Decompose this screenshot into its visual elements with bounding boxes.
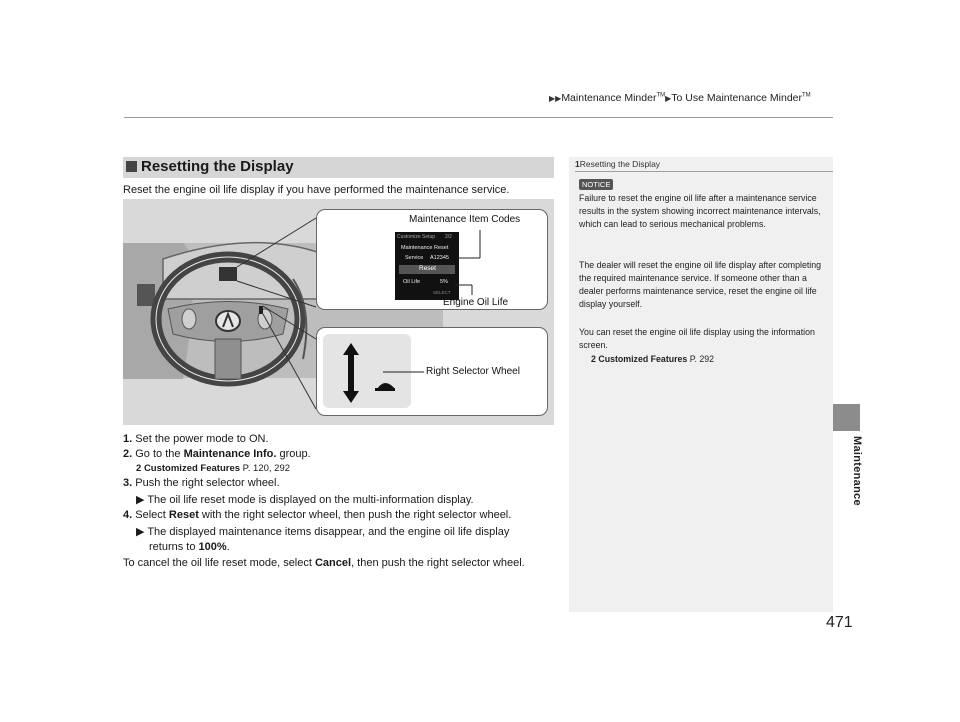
result-text: The displayed maintenance items disappear, and the engine oil life display [147, 526, 510, 538]
step-2 [123, 448, 311, 460]
step-1 [123, 433, 269, 445]
trademark: TM [802, 92, 811, 99]
sidebar-paragraph-3: You can reset the engine oil life display using the information screen. [579, 327, 815, 350]
result-arrow-icon: ▶ [136, 526, 148, 538]
screen-footer: SELECT [433, 290, 451, 295]
ref-arrow-icon: 2 [136, 463, 142, 474]
step-text: group. [276, 448, 311, 460]
selector-wheel-callout [316, 327, 548, 416]
sidebar-paragraph-1: Failure to reset the engine oil life after a maintenance service results in the system showing incorrect maintenance intervals, which can lead to serious mechanical problems. [579, 193, 821, 229]
screen-oil-life-value: 5% [440, 279, 448, 285]
cancel-instruction [123, 557, 525, 569]
ref-pages: P. 120, 292 [240, 463, 291, 474]
ref-arrow-icon: 2 [591, 354, 596, 364]
section-title: Resetting the Display [141, 158, 294, 175]
square-bullet-icon [126, 161, 137, 172]
step-3-result [136, 493, 474, 506]
screen-reset-option: Reset [419, 265, 436, 272]
sidebar-note [569, 157, 833, 612]
step-4-result-line-2 [149, 541, 230, 553]
step-text: Select [135, 509, 169, 521]
screen-page: 2/2 [445, 234, 452, 240]
step-number: 2. [123, 448, 133, 460]
breadcrumb [549, 92, 811, 104]
screen-title: Maintenance Reset [401, 245, 449, 251]
screen-service-label: Service [405, 255, 424, 261]
breadcrumb-part-2[interactable]: To Use Maintenance Minder [671, 92, 803, 104]
display-callout [316, 209, 548, 310]
dashboard-illustration [123, 199, 554, 425]
step-bold: Reset [168, 509, 199, 521]
trademark: TM [656, 92, 666, 99]
step-bold: Maintenance Info. [183, 448, 277, 460]
result-text: . [226, 541, 230, 553]
screen-service-value: A12345 [430, 255, 449, 261]
breadcrumb-part-1[interactable]: Maintenance Minder [561, 92, 657, 104]
intro-text: Reset the engine oil life display if you have performed the maintenance service. [123, 184, 510, 196]
chapter-tab-label: Maintenance [851, 436, 863, 506]
step-3 [123, 477, 280, 489]
cross-reference[interactable] [136, 463, 290, 474]
chapter-tab[interactable] [833, 404, 860, 431]
ref-label[interactable]: Customized Features [598, 354, 688, 364]
sidebar-title: Resetting the Display [579, 159, 661, 169]
screen-header: Customize Setup [397, 234, 436, 240]
screen-oil-life-label: Oil Life [403, 279, 421, 285]
result-arrow-icon: ▶ [136, 494, 148, 506]
result-bold: 100% [198, 541, 227, 553]
step-text: Push the right selector wheel. [135, 477, 280, 489]
ref-label[interactable]: Customized Features [143, 463, 241, 474]
cancel-bold: Cancel [314, 557, 352, 569]
ref-pages: P. 292 [687, 354, 715, 364]
step-4-result [136, 525, 509, 538]
notice-badge: NOTICE [579, 179, 613, 190]
result-text: returns to [149, 541, 199, 553]
sidebar-paragraph-2: The dealer will reset the engine oil life display after completing the required maintenance service. If someone other than a dealer performs maintenance service, reset the engine oil life display yourself. [579, 260, 822, 309]
arrow-icon: ▶ [665, 94, 672, 103]
step-text: Set the power mode to ON. [135, 433, 269, 445]
cancel-text: To cancel the oil life reset mode, select [123, 557, 315, 569]
arrow-icon: ▶▶ [549, 94, 562, 103]
step-number: 3. [123, 477, 133, 489]
sidebar-header [575, 159, 660, 169]
header-rule [124, 117, 833, 118]
step-4 [123, 509, 511, 521]
result-text: The oil life reset mode is displayed on the multi-information display. [147, 494, 474, 506]
maintenance-item-codes-label: Maintenance Item Codes [409, 214, 521, 225]
sidebar-cross-reference[interactable] [591, 353, 841, 366]
step-number: 1. [123, 433, 133, 445]
step-text: Go to the [135, 448, 184, 460]
sidebar-rule [575, 171, 833, 172]
note-marker-icon: 1 [575, 159, 580, 169]
right-selector-wheel-label: Right Selector Wheel [426, 366, 520, 377]
engine-oil-life-label: Engine Oil Life [443, 297, 509, 308]
cancel-text: , then push the right selector wheel. [351, 557, 525, 569]
step-number: 4. [123, 509, 133, 521]
section-heading [123, 157, 554, 178]
step-text: with the right selector wheel, then push the right selector wheel. [198, 509, 512, 521]
page-number: 471 [826, 614, 853, 631]
